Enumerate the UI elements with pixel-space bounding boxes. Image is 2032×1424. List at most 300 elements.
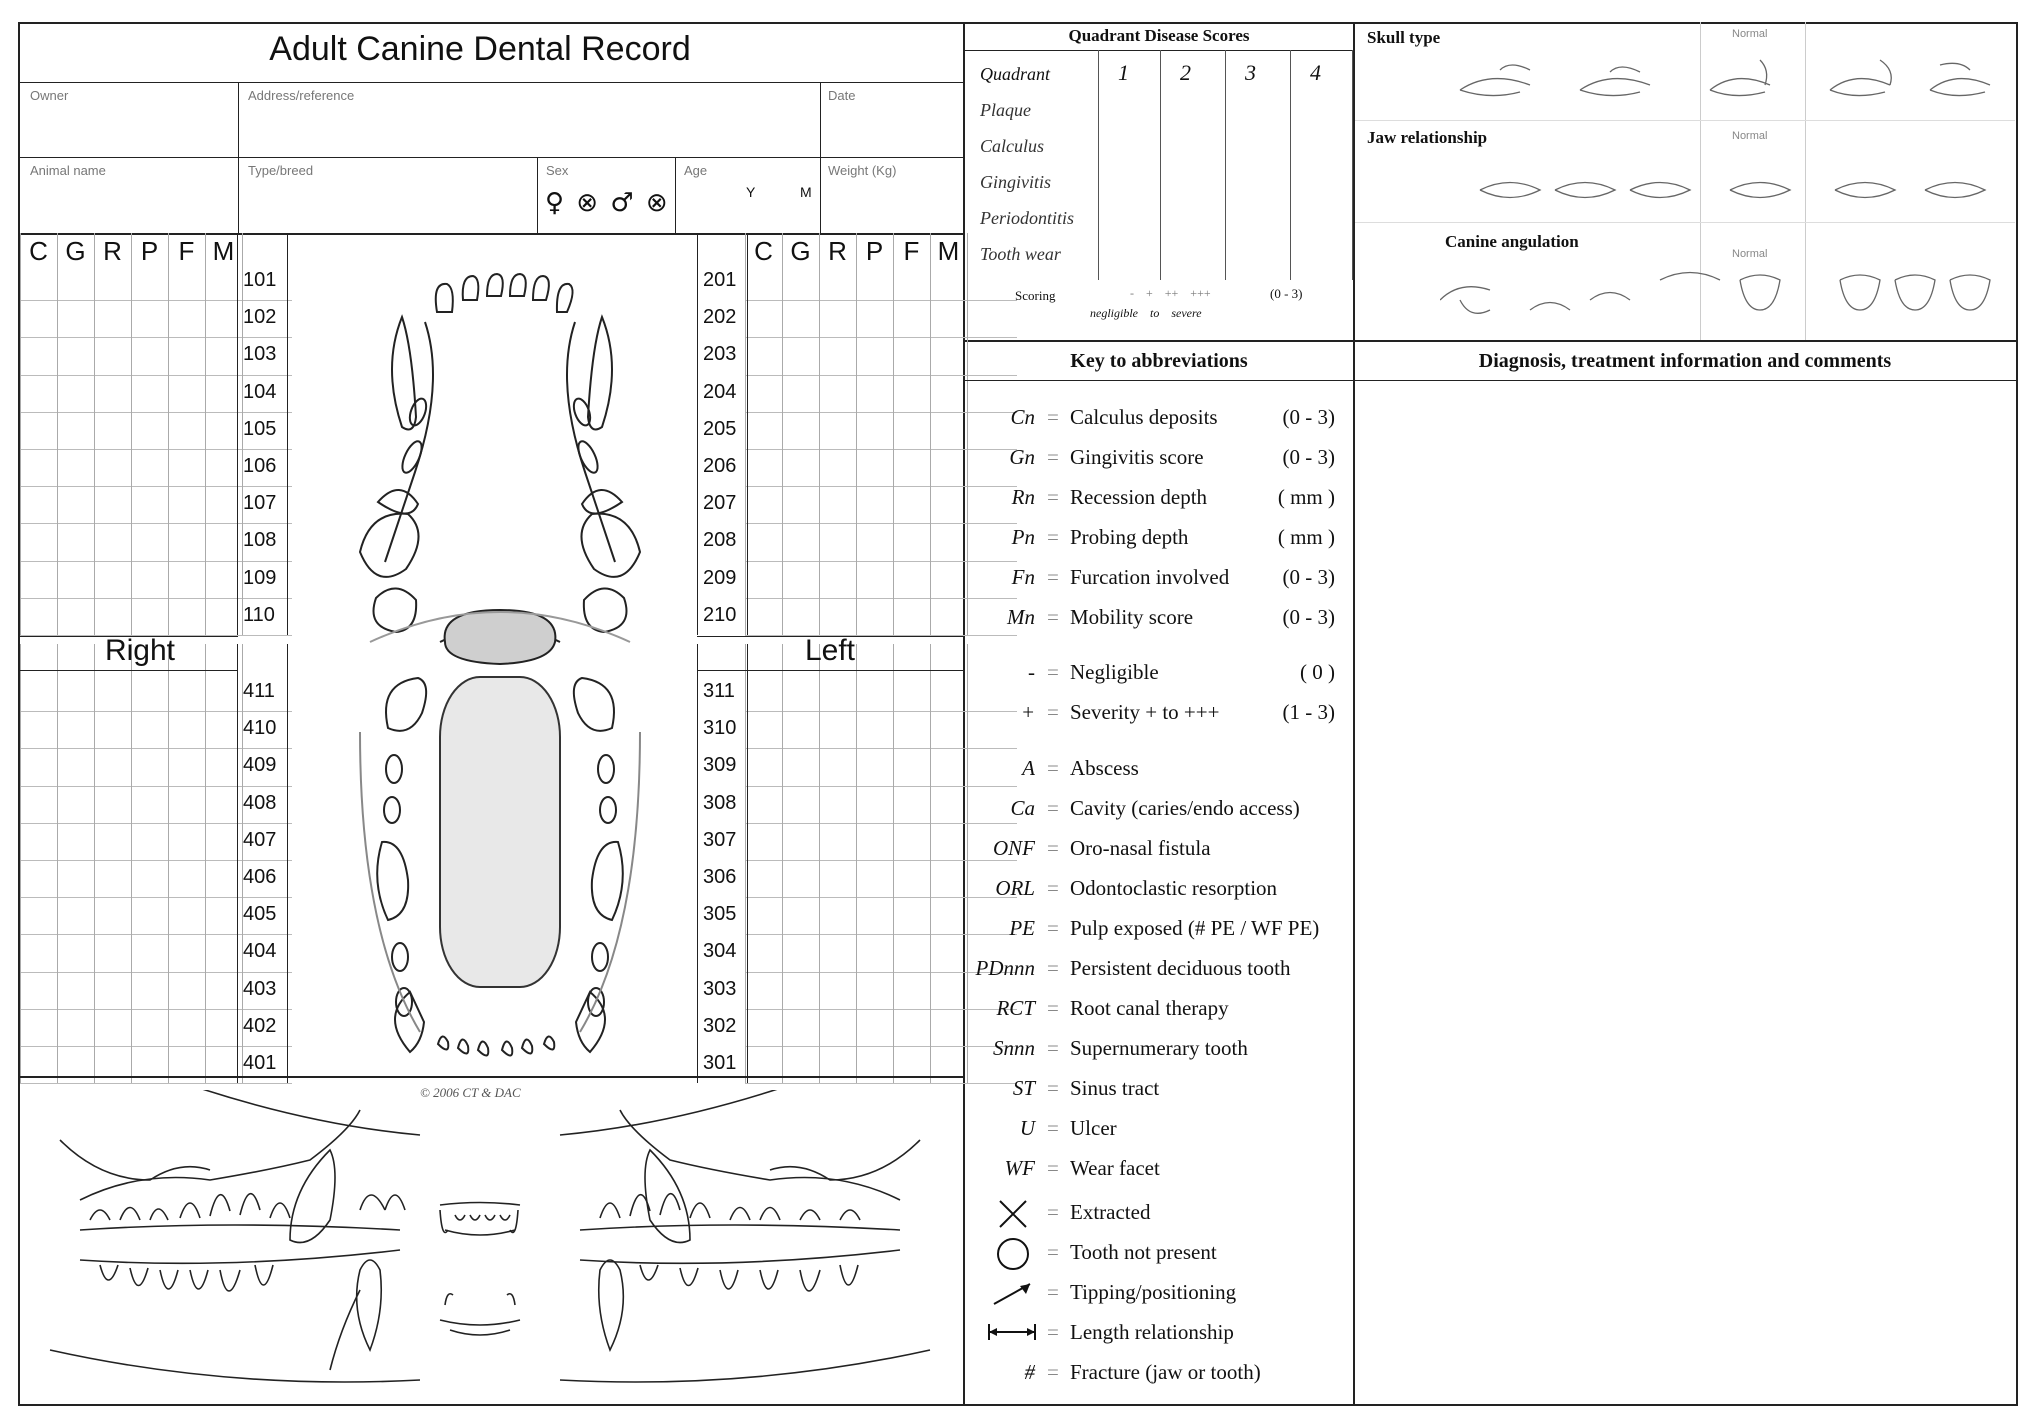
score-cell[interactable] [57,1009,94,1046]
score-cell[interactable] [782,748,819,785]
quadrant-score-row: Tooth wear [980,244,1061,264]
score-cell[interactable] [168,486,205,523]
score-cell[interactable] [930,860,967,897]
score-cell[interactable] [131,934,168,971]
score-cell[interactable] [856,375,893,412]
score-cell[interactable] [745,263,782,300]
quadrant-score-cell[interactable] [1098,202,1160,238]
score-cell[interactable] [856,337,893,374]
score-cell[interactable] [893,860,930,897]
quadrant-score-cell[interactable] [1225,166,1287,202]
score-cell[interactable] [168,561,205,598]
jaw-relationship-label: Jaw relationship [1367,128,1488,147]
tooth-number: 308 [703,791,737,814]
owner-field[interactable] [20,100,236,154]
tooth-number: 108 [243,529,277,552]
quadrant-score-cell[interactable] [1160,130,1222,166]
score-cell[interactable] [930,786,967,823]
score-cell[interactable] [893,523,930,560]
quadrant-score-cell[interactable] [1225,238,1287,274]
quadrant-score-cell[interactable] [1160,238,1222,274]
score-cell[interactable] [57,449,94,486]
score-cell[interactable] [893,449,930,486]
quadrant-score-cell[interactable] [1098,238,1160,274]
score-cell[interactable] [745,598,782,635]
score-cell[interactable] [20,1009,57,1046]
score-cell[interactable] [57,748,94,785]
score-cell[interactable] [893,897,930,934]
score-cell[interactable] [131,598,168,635]
score-cell[interactable] [57,300,94,337]
key-description: Gingivitis score [1070,445,1204,469]
score-cell[interactable] [94,412,131,449]
score-cell[interactable] [745,823,782,860]
score-cell[interactable] [745,300,782,337]
score-cell[interactable] [745,486,782,523]
score-cell[interactable] [94,711,131,748]
tooth-number: 103 [243,343,277,366]
score-cell[interactable] [131,860,168,897]
score-cell[interactable] [819,711,856,748]
score-cell[interactable] [131,711,168,748]
score-cell[interactable] [57,674,94,711]
key-abbreviation: Mn [1007,605,1035,629]
score-cell[interactable] [930,263,967,300]
score-cell[interactable] [20,860,57,897]
score-cell[interactable] [745,449,782,486]
score-cell[interactable] [168,748,205,785]
score-cell[interactable] [168,263,205,300]
score-cell[interactable] [131,523,168,560]
score-cell[interactable] [131,263,168,300]
score-cell[interactable] [168,337,205,374]
score-cell[interactable] [930,300,967,337]
score-cell[interactable] [94,748,131,785]
score-cell[interactable] [57,598,94,635]
score-cell[interactable] [745,860,782,897]
score-cell[interactable] [893,972,930,1009]
score-cell[interactable] [782,674,819,711]
score-cell[interactable] [856,263,893,300]
score-cell[interactable] [57,375,94,412]
score-cell[interactable] [57,786,94,823]
score-cell[interactable] [856,748,893,785]
score-cell[interactable] [94,897,131,934]
quadrant-row-header: Quadrant [980,64,1051,84]
key-item [975,1156,1335,1188]
score-cell[interactable] [57,860,94,897]
score-cell[interactable] [893,300,930,337]
score-cell[interactable] [131,1009,168,1046]
score-cell[interactable] [819,1009,856,1046]
score-cell[interactable] [930,823,967,860]
score-cell[interactable] [168,972,205,1009]
score-cell[interactable] [819,412,856,449]
score-cell[interactable] [782,523,819,560]
normal-label-jaw: Normal [1732,130,1768,142]
score-cell[interactable] [57,263,94,300]
score-cell[interactable] [819,486,856,523]
score-cell[interactable] [94,823,131,860]
score-cell[interactable] [930,523,967,560]
score-cell[interactable] [57,823,94,860]
score-cell[interactable] [856,897,893,934]
score-cell[interactable] [20,711,57,748]
score-cell[interactable] [94,486,131,523]
key-description: Extracted [1070,1200,1151,1224]
score-cell[interactable] [745,674,782,711]
score-cell[interactable] [20,972,57,1009]
score-cell[interactable] [893,823,930,860]
key-item [975,1076,1335,1108]
score-cell[interactable] [893,263,930,300]
score-cell[interactable] [819,523,856,560]
key-equals: = [1047,796,1059,820]
score-cell[interactable] [893,375,930,412]
key-item [975,1360,1335,1392]
score-cell[interactable] [782,561,819,598]
column-header: R [828,236,847,266]
quadrant-score-cell[interactable] [1290,202,1352,238]
key-equals: = [1047,876,1059,900]
score-cell[interactable] [168,934,205,971]
score-cell[interactable] [168,711,205,748]
score-cell[interactable] [20,523,57,560]
score-cell[interactable] [745,412,782,449]
score-cell[interactable] [893,748,930,785]
score-cell[interactable] [819,300,856,337]
score-cell[interactable] [893,711,930,748]
lateral-jaw-diagrams [40,1090,940,1390]
quadrant-score-cell[interactable] [1290,130,1352,166]
score-cell[interactable] [57,897,94,934]
score-cell[interactable] [131,786,168,823]
score-cell[interactable] [745,748,782,785]
score-cell[interactable] [782,337,819,374]
score-cell[interactable] [131,897,168,934]
score-cell[interactable] [168,674,205,711]
key-description: Abscess [1070,756,1139,780]
score-cell[interactable] [856,449,893,486]
score-cell[interactable] [745,786,782,823]
key-abbreviation: Gn [1009,445,1035,469]
key-equals: = [1047,996,1059,1020]
score-cell[interactable] [930,934,967,971]
score-cell[interactable] [94,337,131,374]
score-cell[interactable] [745,561,782,598]
score-cell[interactable] [131,300,168,337]
score-cell[interactable] [819,934,856,971]
score-cell[interactable] [168,786,205,823]
score-cell[interactable] [930,561,967,598]
score-cell[interactable] [20,375,57,412]
score-cell[interactable] [168,300,205,337]
score-cell[interactable] [930,486,967,523]
score-cell[interactable] [20,786,57,823]
occlusal-jaw-diagram [330,262,670,1062]
score-cell[interactable] [819,561,856,598]
score-cell[interactable] [819,674,856,711]
quadrant-score-cell[interactable] [1290,166,1352,202]
score-cell[interactable] [131,561,168,598]
tooth-number: 101 [243,269,277,291]
score-cell[interactable] [57,711,94,748]
score-cell[interactable] [131,486,168,523]
score-cell[interactable] [782,934,819,971]
quadrant-score-cell[interactable] [1160,94,1222,130]
score-cell[interactable] [856,561,893,598]
score-cell[interactable] [819,897,856,934]
score-cell[interactable] [856,674,893,711]
animal-name-field[interactable] [20,176,236,231]
score-cell[interactable] [57,561,94,598]
key-description: Ulcer [1070,1116,1117,1140]
score-cell[interactable] [893,486,930,523]
key-equals: = [1047,405,1059,429]
score-cell[interactable] [856,486,893,523]
score-cell[interactable] [131,823,168,860]
score-cell[interactable] [819,972,856,1009]
score-cell[interactable] [782,300,819,337]
score-cell[interactable] [20,934,57,971]
key-equals: = [1047,605,1059,629]
score-cell[interactable] [131,375,168,412]
score-cell[interactable] [94,934,131,971]
score-cell[interactable] [57,337,94,374]
score-cell[interactable] [819,337,856,374]
score-cell[interactable] [856,1009,893,1046]
score-cell[interactable] [930,375,967,412]
score-cell[interactable] [819,786,856,823]
score-cell[interactable] [94,523,131,560]
tooth-number: 311 [703,680,735,702]
score-cell[interactable] [57,972,94,1009]
score-cell[interactable] [819,748,856,785]
score-cell[interactable] [782,786,819,823]
diagnosis-notes-area[interactable] [1358,384,2014,1402]
score-cell[interactable] [930,598,967,635]
quadrant-score-cell[interactable] [1098,94,1160,130]
score-cell[interactable] [782,860,819,897]
score-cell[interactable] [782,1009,819,1046]
date-field[interactable] [822,100,962,154]
tooth-number: 207 [703,492,737,515]
column-header: F [178,236,195,266]
score-cell[interactable] [168,1009,205,1046]
score-cell[interactable] [930,674,967,711]
score-cell[interactable] [20,561,57,598]
score-cell[interactable] [94,860,131,897]
tooth-number: 204 [703,380,737,403]
column-header: C [29,236,48,266]
key-equals: = [1047,565,1059,589]
score-cell[interactable] [20,486,57,523]
tooth-number: 201 [703,269,737,291]
score-cell[interactable] [168,598,205,635]
score-cell[interactable] [782,823,819,860]
column-header: C [754,236,773,266]
score-cell[interactable] [856,823,893,860]
quadrant-score-cell[interactable] [1098,166,1160,202]
score-cell[interactable] [930,972,967,1009]
score-cell[interactable] [57,412,94,449]
score-cell[interactable] [856,860,893,897]
score-cell[interactable] [819,449,856,486]
score-cell[interactable] [893,674,930,711]
score-cell[interactable] [131,674,168,711]
score-cell[interactable] [782,897,819,934]
score-cell[interactable] [930,337,967,374]
score-cell[interactable] [168,449,205,486]
score-cell[interactable] [168,860,205,897]
score-cell[interactable] [856,786,893,823]
quadrant-score-cell[interactable] [1098,130,1160,166]
score-cell[interactable] [94,674,131,711]
tooth-number: 109 [243,566,277,589]
score-cell[interactable] [20,897,57,934]
score-cell[interactable] [20,449,57,486]
score-cell[interactable] [57,523,94,560]
score-cell[interactable] [94,263,131,300]
score-cell[interactable] [168,523,205,560]
score-cell[interactable] [131,748,168,785]
weight-field[interactable] [822,176,962,231]
score-cell[interactable] [131,412,168,449]
score-cell[interactable] [20,748,57,785]
score-cell[interactable] [856,412,893,449]
score-cell[interactable] [94,598,131,635]
score-cell[interactable] [856,934,893,971]
tooth-number: 402 [243,1014,277,1037]
score-cell[interactable] [782,412,819,449]
score-cell[interactable] [782,711,819,748]
length-relationship-icon [985,1320,1039,1344]
key-abbreviation: Pn [1011,525,1035,549]
score-cell[interactable] [893,934,930,971]
score-cell[interactable] [856,300,893,337]
quadrant-number: 1 [1118,60,1129,85]
tooth-number: 408 [243,791,277,814]
key-equals: = [1047,1200,1059,1224]
score-cell[interactable] [819,598,856,635]
score-cell[interactable] [20,337,57,374]
address-field[interactable] [240,100,818,154]
score-cell[interactable] [893,412,930,449]
score-cell[interactable] [57,486,94,523]
tooth-number: 209 [703,566,737,589]
score-cell[interactable] [745,337,782,374]
score-cell[interactable] [745,1009,782,1046]
score-cell[interactable] [782,263,819,300]
score-cell[interactable] [94,300,131,337]
column-header: R [103,236,122,266]
owner-label: Owner [30,88,69,103]
score-cell[interactable] [930,449,967,486]
score-cell[interactable] [745,711,782,748]
score-cell[interactable] [856,972,893,1009]
score-cell[interactable] [745,934,782,971]
tooth-not-present-icon [995,1236,1031,1272]
score-cell[interactable] [782,972,819,1009]
sex-symbols[interactable]: ♀ ⊗ ♂ ⊗ [545,188,670,218]
score-cell[interactable] [20,300,57,337]
score-cell[interactable] [819,860,856,897]
score-cell[interactable] [20,674,57,711]
score-cell[interactable] [57,934,94,971]
sex-label: Sex [546,163,569,178]
quadrant-score-cell[interactable] [1290,94,1352,130]
score-cell[interactable] [782,375,819,412]
score-cell[interactable] [745,972,782,1009]
score-cell[interactable] [94,1009,131,1046]
tooth-number: 206 [703,455,737,477]
score-cell[interactable] [819,375,856,412]
score-cell[interactable] [745,897,782,934]
score-cell[interactable] [856,598,893,635]
key-equals: = [1047,525,1059,549]
breed-field[interactable] [240,176,535,231]
score-cell[interactable] [930,748,967,785]
score-cell[interactable] [930,897,967,934]
score-cell[interactable] [745,375,782,412]
score-cell[interactable] [131,972,168,1009]
score-cell[interactable] [930,412,967,449]
score-cell[interactable] [893,561,930,598]
score-cell[interactable] [168,823,205,860]
score-cell[interactable] [131,337,168,374]
quadrant-score-cell[interactable] [1160,166,1222,202]
score-cell[interactable] [745,523,782,560]
score-cell[interactable] [20,263,57,300]
score-cell[interactable] [782,598,819,635]
score-cell[interactable] [94,972,131,1009]
score-cell[interactable] [782,449,819,486]
score-cell[interactable] [94,786,131,823]
score-cell[interactable] [94,561,131,598]
key-item [975,565,1335,597]
quadrant-score-cell[interactable] [1290,238,1352,274]
key-score-range: ( mm ) [1277,525,1335,549]
page-title: Adult Canine Dental Record [269,30,691,68]
score-cell[interactable] [819,823,856,860]
score-cell[interactable] [20,412,57,449]
score-cell[interactable] [168,897,205,934]
key-item [975,1116,1335,1148]
quadrant-score-cell[interactable] [1225,202,1287,238]
quadrant-score-cell[interactable] [1225,130,1287,166]
score-cell[interactable] [930,711,967,748]
score-cell[interactable] [94,375,131,412]
score-cell[interactable] [94,449,131,486]
score-cell[interactable] [893,337,930,374]
score-cell[interactable] [168,412,205,449]
score-cell[interactable] [819,263,856,300]
tooth-number: 407 [243,828,277,851]
score-cell[interactable] [168,375,205,412]
quadrant-score-cell[interactable] [1160,202,1222,238]
score-cell[interactable] [930,1009,967,1046]
score-cell[interactable] [893,598,930,635]
score-cell[interactable] [856,523,893,560]
quadrant-score-cell[interactable] [1225,94,1287,130]
score-cell[interactable] [893,1009,930,1046]
score-cell[interactable] [782,486,819,523]
score-cell[interactable] [20,598,57,635]
score-cell[interactable] [131,449,168,486]
score-cell[interactable] [20,823,57,860]
score-cell[interactable] [856,711,893,748]
score-cell[interactable] [893,786,930,823]
